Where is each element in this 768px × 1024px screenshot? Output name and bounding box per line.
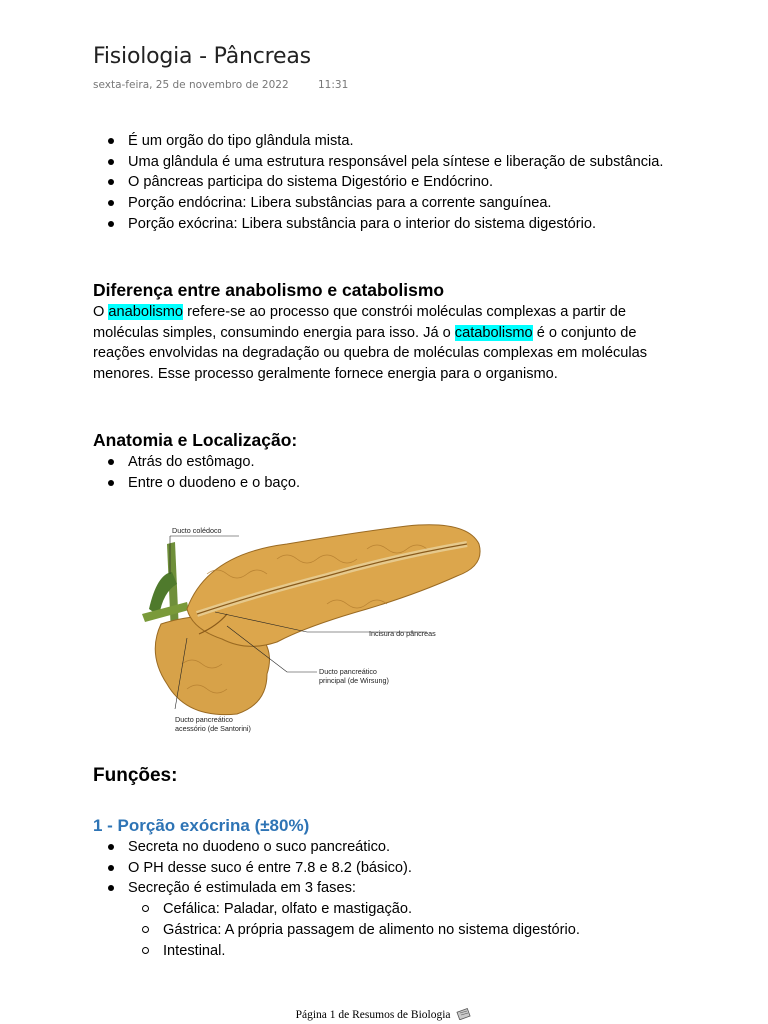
pancreas-body xyxy=(187,525,480,647)
list-item: Gástrica: A própria passagem de alimento no sistema digestório. xyxy=(93,920,683,941)
exocrine-heading: 1 - Porção exócrina (±80%) xyxy=(93,816,310,835)
list-item: Entre o duodeno e o baço. xyxy=(93,473,683,494)
functions-section xyxy=(93,764,683,788)
list-item: Intestinal. xyxy=(93,941,683,962)
highlight-anabolismo: anabolismo xyxy=(108,304,184,320)
exocrine-section xyxy=(93,814,683,961)
page-meta xyxy=(93,79,348,91)
label-wirsung-2: principal (de Wirsung) xyxy=(319,676,389,685)
paragraph-text: refere-se ao processo que constrói moléculas complexas a partir de moléculas simples, consumindo energia para isso. Já o xyxy=(93,304,626,341)
label-santorini-2: acessório (de Santorini) xyxy=(175,724,251,733)
intro-bullet-list xyxy=(93,131,683,235)
list-item: Porção exócrina: Libera substância para o interior do sistema digestório. xyxy=(93,214,683,235)
list-item: O PH desse suco é entre 7.8 e 8.2 (básico). xyxy=(93,858,683,879)
paragraph-text: é o conjunto de reações envolvidas na degradação ou quebra de moléculas complexas em moléculas menores. Esse processo geralmente fornece energia para o organismo. xyxy=(93,324,648,383)
anatomy-heading: Anatomia e Localização: xyxy=(93,430,298,450)
list-item: Atrás do estômago. xyxy=(93,452,683,473)
page-title: Fisiologia - Pâncreas xyxy=(93,44,311,69)
phases-list xyxy=(93,899,683,961)
label-santorini-1: Ducto pancreático xyxy=(175,715,233,724)
paragraph-text: O xyxy=(93,304,109,320)
list-item: Cefálica: Paladar, olfato e mastigação. xyxy=(93,899,683,920)
pancreas-drawing xyxy=(127,514,489,742)
exocrine-bullet-list xyxy=(93,837,683,899)
label-incisura: Incisura do pâncreas xyxy=(369,629,436,638)
anatomy-bullet-list xyxy=(93,452,683,493)
list-item: É um orgão do tipo glândula mista. xyxy=(93,131,683,152)
page-footer xyxy=(0,1008,768,1023)
intro-section xyxy=(93,131,683,235)
footer-text: Página 1 de Resumos de Biologia xyxy=(295,1009,451,1022)
list-item: Uma glândula é uma estrutura responsável pela síntese e liberação de substância. xyxy=(93,152,683,173)
list-item: Porção endócrina: Libera substâncias para a corrente sanguínea. xyxy=(93,193,683,214)
anatomy-section xyxy=(93,428,683,493)
page-time: 11:31 xyxy=(317,79,349,91)
metabolism-paragraph xyxy=(93,302,683,385)
notebook-icon xyxy=(456,1008,472,1023)
metabolism-heading: Diferença entre anabolismo e catabolismo xyxy=(93,280,445,300)
page-date: sexta-feira, 25 de novembro de 2022 xyxy=(93,79,289,91)
label-wirsung-1: Ducto pancreático xyxy=(319,667,377,676)
functions-heading: Funções: xyxy=(93,765,178,786)
list-item: O pâncreas participa do sistema Digestório e Endócrino. xyxy=(93,172,683,193)
list-item: Secreta no duodeno o suco pancreático. xyxy=(93,837,683,858)
highlight-catabolismo: catabolismo xyxy=(454,324,533,341)
metabolism-section xyxy=(93,278,683,385)
pancreas-illustration xyxy=(127,514,489,742)
list-item: Secreção é estimulada em 3 fases: xyxy=(93,878,683,899)
label-ducto-coledoco: Ducto colédoco xyxy=(172,526,222,535)
